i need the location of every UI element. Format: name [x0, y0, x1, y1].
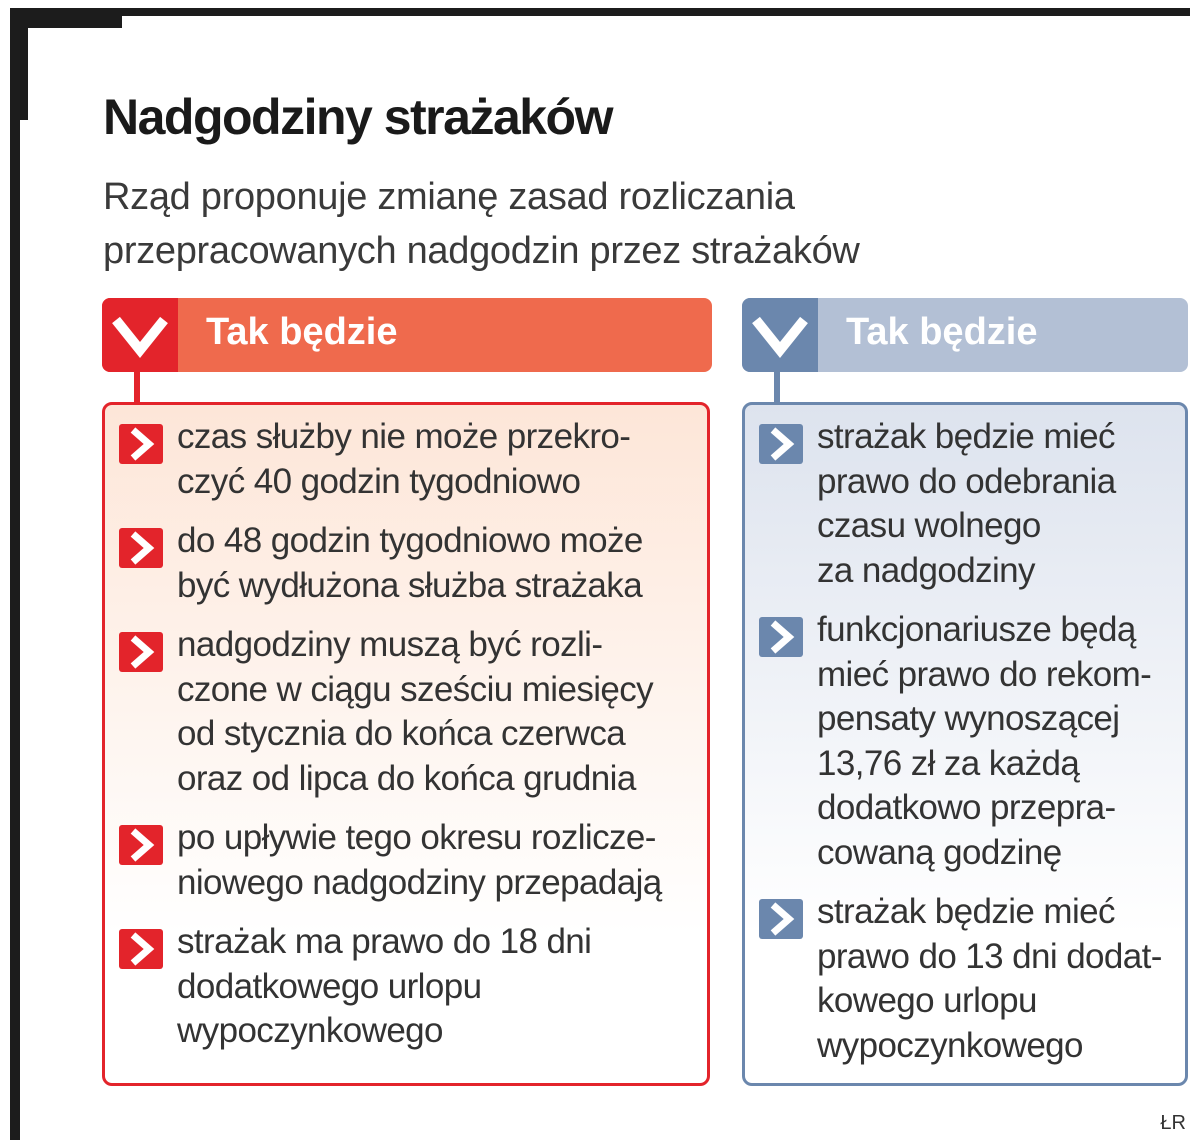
item-line: strażak ma prawo do 18 dni: [177, 922, 592, 961]
right-column-header-label: Tak będzie: [846, 311, 1038, 353]
item-line: pensaty wynoszącej: [817, 699, 1120, 738]
item-line: dodatkowego urlopu: [177, 966, 482, 1006]
frame-corner-tab-vertical: [10, 8, 28, 120]
item-line: strażak będzie mieć: [817, 892, 1115, 931]
list-item: [113, 623, 699, 801]
item-line: czasu wolnego: [817, 506, 1041, 545]
item-line: kowego urlopu: [817, 981, 1037, 1020]
list-item: [753, 608, 1177, 875]
item-line: być wydłużona służba strażaka: [177, 565, 643, 605]
item-line: czyć 40 godzin tygodniowo: [177, 461, 581, 501]
chevron-right-icon: [759, 617, 803, 657]
right-column-panel: [742, 402, 1188, 1086]
right-column-connector: [774, 372, 780, 402]
left-column-panel: [102, 402, 710, 1086]
item-line: czas służby nie może przekro-: [177, 417, 631, 456]
subtitle-line-1: Rząd proponuje zmianę zasad rozliczania: [103, 176, 795, 218]
item-line: wypoczynkowego: [817, 1025, 1083, 1065]
chevron-right-icon: [119, 825, 163, 865]
item-line: funkcjonariusze będą: [817, 610, 1136, 649]
item-line: czone w ciągu sześciu miesięcy: [177, 669, 654, 709]
left-column-header: [102, 298, 712, 372]
item-line: od stycznia do końca czerwca: [177, 714, 626, 753]
frame-top-rule: [10, 8, 1190, 16]
item-line: strażak będzie mieć: [817, 417, 1115, 456]
chevron-right-icon: [759, 899, 803, 939]
item-line: nadgodziny muszą być rozli-: [177, 625, 603, 664]
right-column-list: [745, 405, 1185, 1068]
item-line: prawo do odebrania: [817, 461, 1116, 501]
list-item: [113, 816, 699, 905]
left-column-list: [105, 405, 707, 1054]
list-item: [113, 415, 699, 504]
checkmark-icon: [102, 298, 178, 372]
infographic-title: Nadgodziny strażaków: [103, 89, 612, 145]
item-line: 13,76 zł za każdą: [817, 743, 1080, 783]
item-line: oraz od lipca do końca grudnia: [177, 758, 636, 798]
item-line: prawo do 13 dni dodat-: [817, 936, 1162, 976]
item-line: po upływie tego okresu rozlicze-: [177, 818, 656, 857]
list-item: [113, 519, 699, 608]
left-column-connector: [134, 372, 140, 402]
item-line: dodatkowo przepra-: [817, 788, 1116, 827]
list-item: [113, 920, 699, 1054]
subtitle-line-2: przepracowanych nadgodzin przez strażaków: [103, 230, 860, 272]
chevron-right-icon: [119, 424, 163, 464]
checkmark-icon: [742, 298, 818, 372]
author-credit: ŁR: [1160, 1112, 1186, 1134]
list-item: [753, 415, 1177, 593]
item-line: za nadgodziny: [817, 550, 1035, 590]
chevron-right-icon: [119, 929, 163, 969]
list-item: [753, 890, 1177, 1068]
item-line: mieć prawo do rekom-: [817, 654, 1152, 694]
right-column-header: [742, 298, 1188, 372]
chevron-right-icon: [119, 632, 163, 672]
item-line: cowaną godzinę: [817, 832, 1062, 872]
item-line: do 48 godzin tygodniowo może: [177, 521, 643, 560]
left-column-header-label: Tak będzie: [206, 311, 398, 353]
item-line: wypoczynkowego: [177, 1011, 443, 1050]
item-line: niowego nadgodziny przepadają: [177, 862, 662, 902]
frame-left-rule: [10, 8, 20, 1140]
infographic-subtitle: [103, 170, 1103, 278]
chevron-right-icon: [119, 528, 163, 568]
chevron-right-icon: [759, 424, 803, 464]
